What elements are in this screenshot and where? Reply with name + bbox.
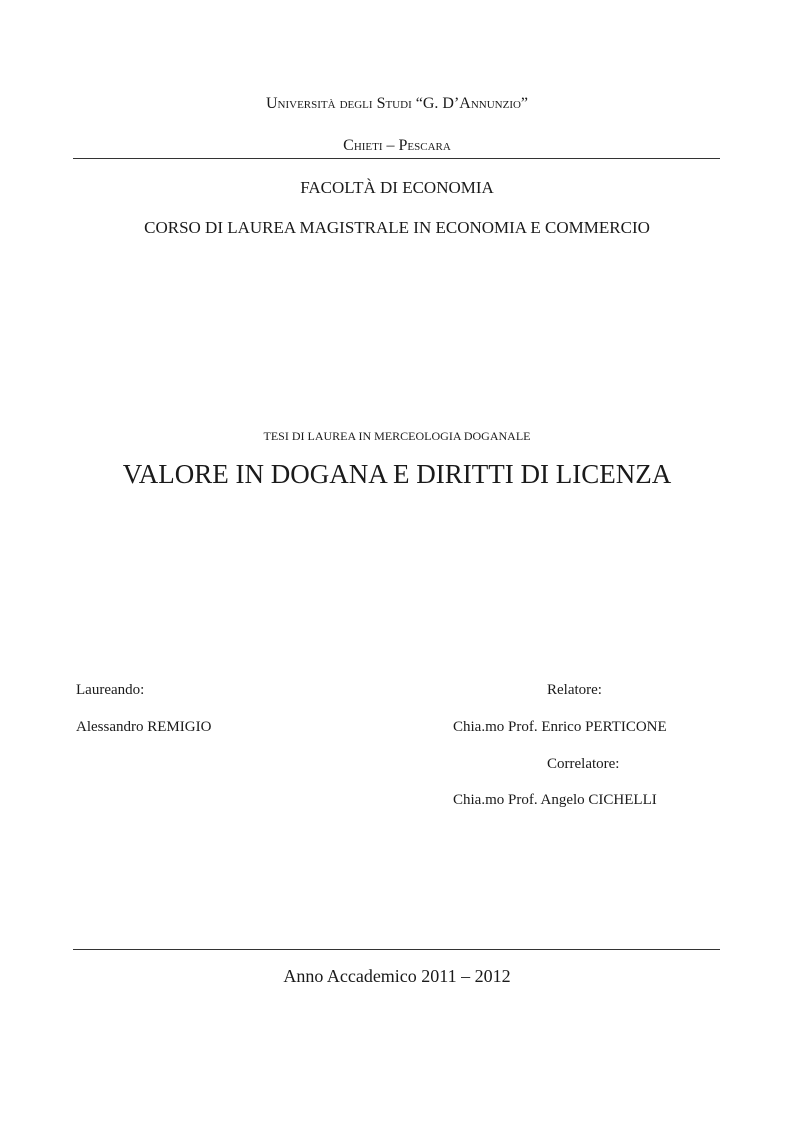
correlatore-label: Correlatore:	[547, 756, 620, 772]
laureando-name: Alessandro REMIGIO	[76, 719, 212, 735]
thesis-title: VALORE IN DOGANA E DIRITTI DI LICENZA	[122, 459, 672, 489]
course-name: CORSO DI LAUREA MAGISTRALE IN ECONOMIA E COMMERCIO	[144, 218, 650, 237]
academic-year: Anno Accademico 2011 – 2012	[283, 966, 511, 986]
university-name: Università degli Studi “G. D’Annunzio”	[265, 95, 529, 112]
thesis-subject: TESI DI LAUREA IN MERCEOLOGIA DOGANALE	[263, 429, 531, 443]
laureando-label: Laureando:	[76, 682, 145, 698]
correlatore-name: Chia.mo Prof. Angelo CICHELLI	[453, 792, 657, 808]
university-city: Chieti – Pescara	[343, 137, 451, 154]
top-divider	[73, 158, 720, 159]
bottom-divider	[73, 949, 720, 950]
relatore-label: Relatore:	[547, 682, 602, 698]
faculty-name: FACOLTÀ DI ECONOMIA	[300, 178, 494, 197]
relatore-name: Chia.mo Prof. Enrico PERTICONE	[453, 719, 667, 735]
